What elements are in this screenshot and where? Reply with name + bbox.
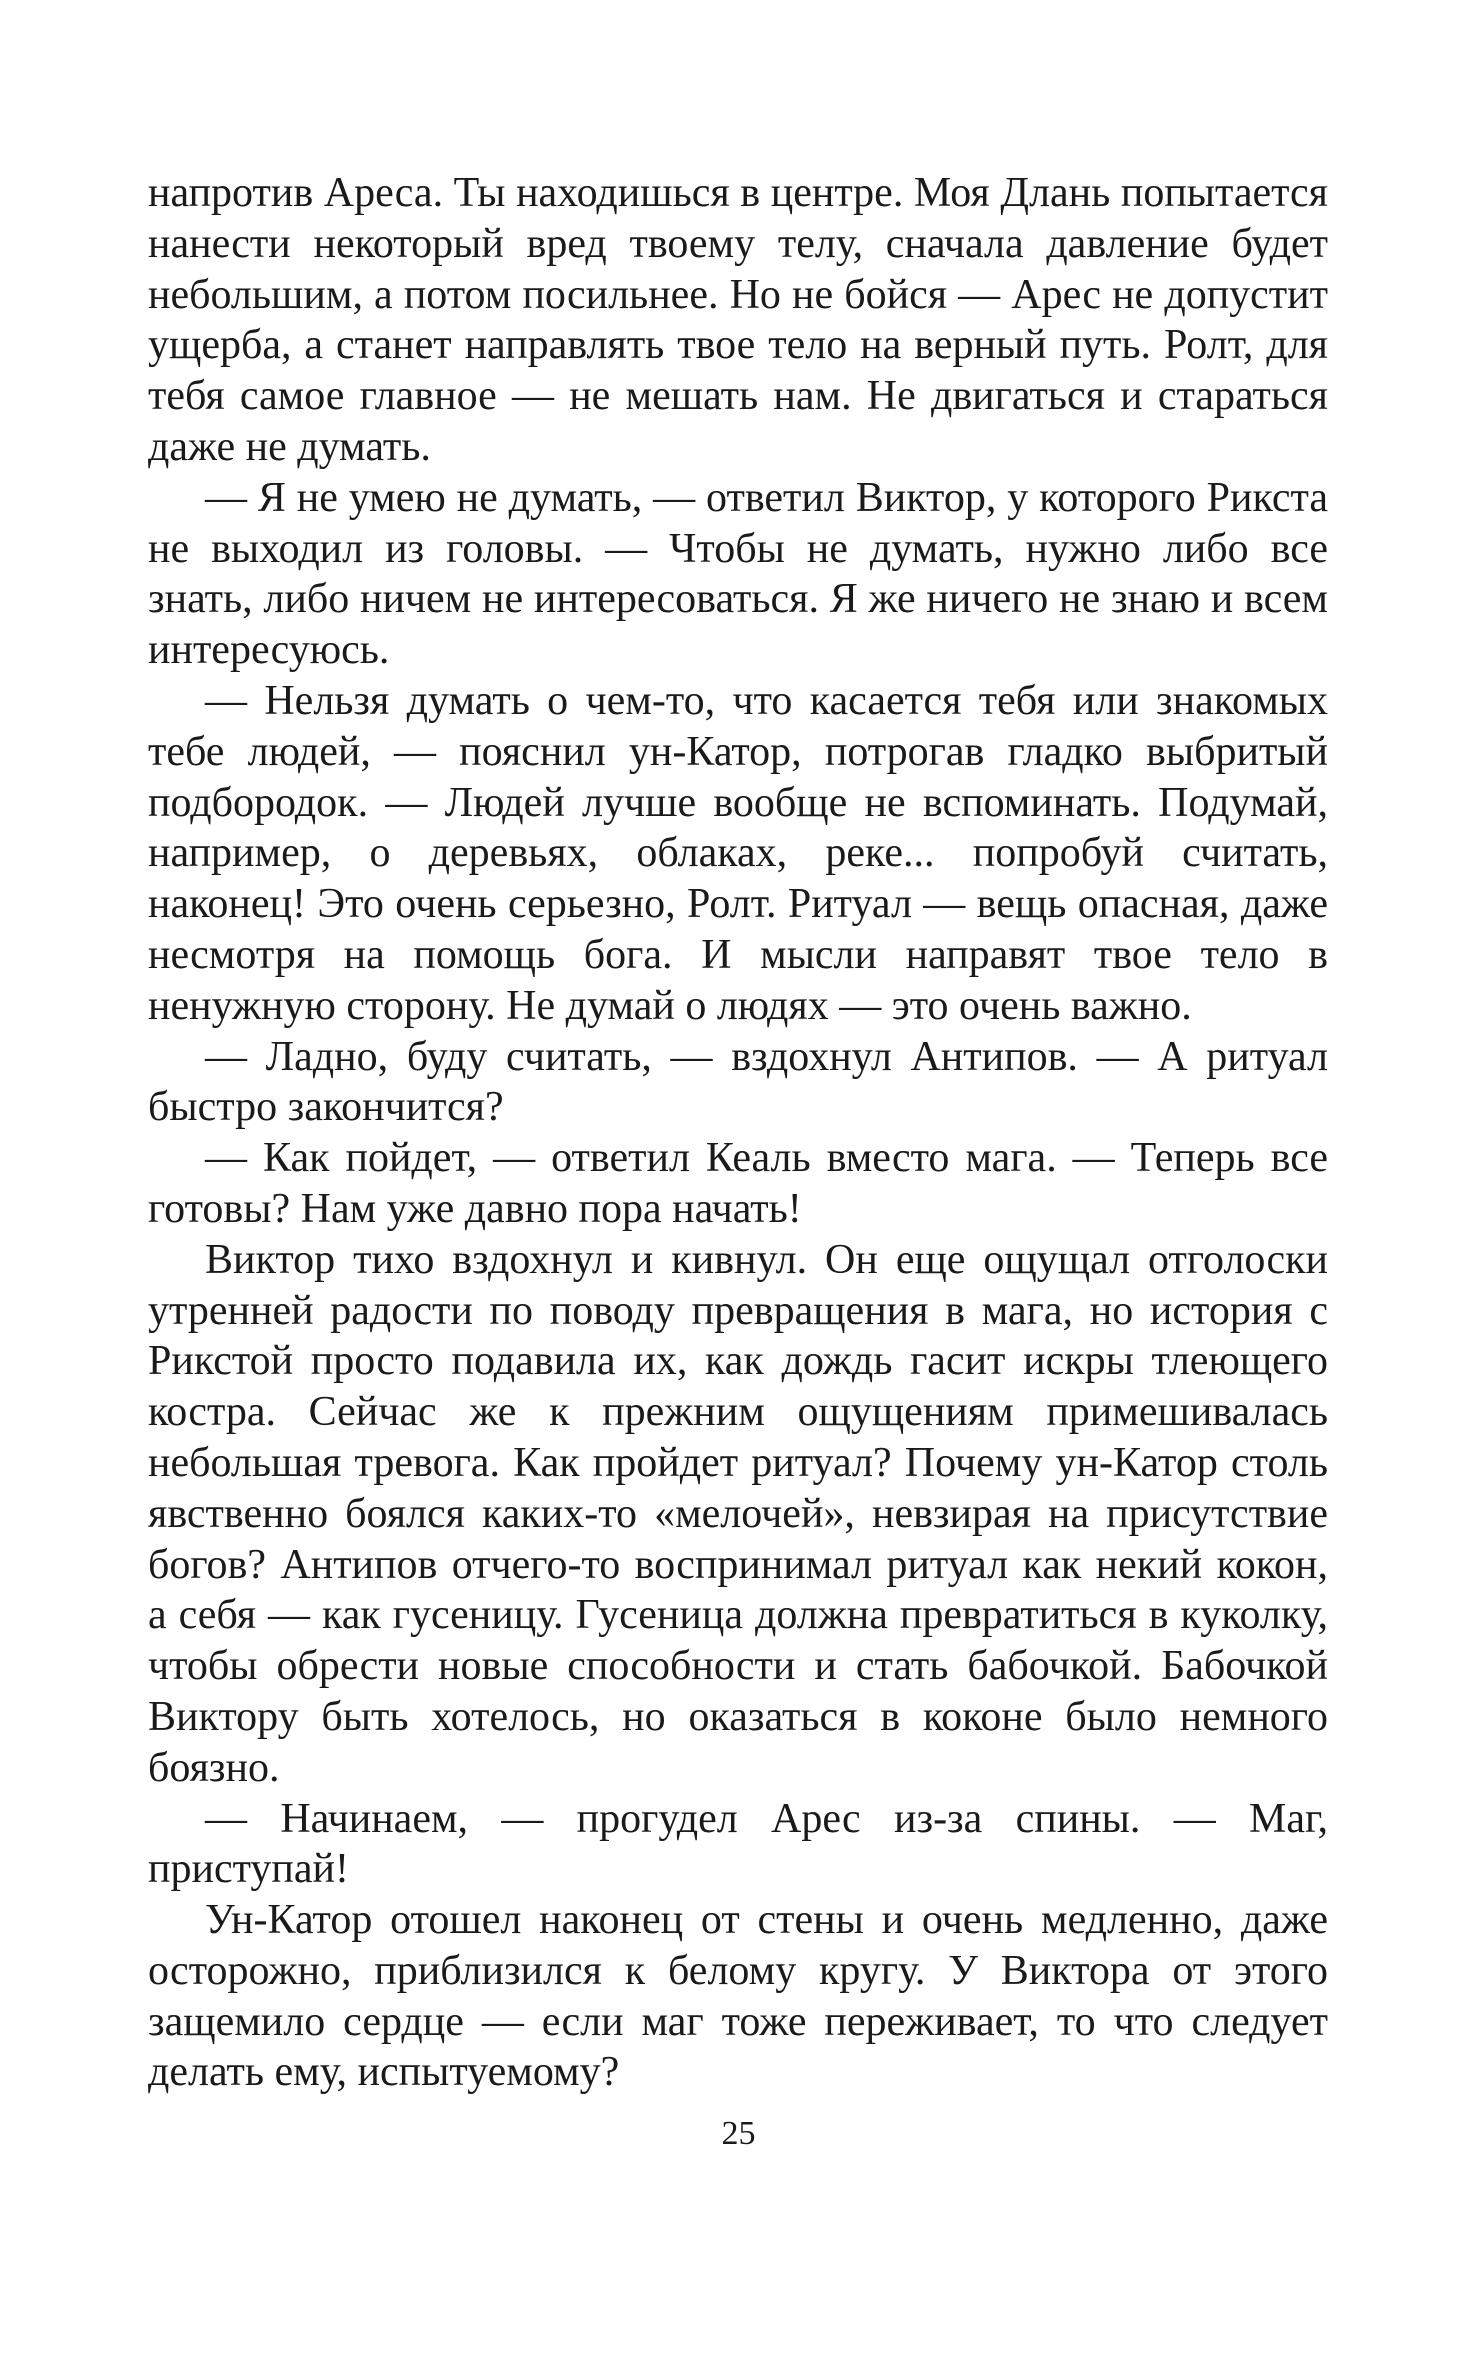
- paragraph: Виктор тихо вздохнул и кивнул. Он еще ощущал отголоски утренней радости по поводу превращения в мага, но история с Рикстой просто подавила их, как дождь гасит искры тлеющего костра. Сейчас же к прежним ощущениям примешивалась небольшая тревога. Как пройдет ритуал? Почему ун-Катор столь явственно боялся каких-то «мелочей», невзирая на присутствие богов? Антипов отчего-то воспринимал ритуал как некий кокон, а себя — как гусеницу. Гусеница должна превратиться в куколку, чтобы обрести новые способности и стать бабочкой. Бабочкой Виктору быть хотелось, но оказаться в коконе было немного боязно.: [148, 1236, 1328, 1791]
- paragraph: напротив Ареса. Ты находишься в центре. Моя Длань попытается нанести некоторый вред твоему телу, сначала давление будет небольшим, а потом посильнее. Но не бойся — Арес не допустит ущерба, а станет направлять твое тело на верный путь. Ролт, для тебя самое главное — не мешать нам. Не двигаться и стараться даже не думать.: [148, 170, 1328, 470]
- paragraph: — Как пойдет, — ответил Кеаль вместо мага. — Теперь все готовы? Нам уже давно пора начать!: [148, 1135, 1328, 1232]
- body-text: [148, 168, 1328, 2098]
- page-number: 25: [721, 2115, 756, 2152]
- paragraph: Ун-Катор отошел наконец от стены и очень медленно, даже осторожно, приблизился к белому кругу. У Виктора от этого защемило сердце — если маг тоже переживает, то что следует делать ему, испытуемому?: [148, 1897, 1328, 2096]
- paragraph: — Ладно, буду считать, — вздохнул Антипов. — А ритуал быстро закончится?: [148, 1033, 1328, 1131]
- paragraph: — Нельзя думать о чем-то, что касается тебя или знакомых тебе людей, — пояснил ун-Катор, потрогав гладко выбритый подбородок. — Людей лучше вообще не вспоминать. Подумай, например, о деревьях, облаках, реке... попробуй считать, наконец! Это очень серьезно, Ролт. Ритуал — вещь опасная, даже несмотря на помощь бога. И мысли направят твое тело в ненужную сторону. Не думай о людях — это очень важно.: [148, 677, 1328, 1029]
- paragraph: — Я не умею не думать, — ответил Виктор, у которого Рикста не выходил из головы. — Чтобы не думать, нужно либо все знать, либо ничем не интересоваться. Я же ничего не знаю и всем интересуюсь.: [148, 474, 1328, 674]
- paragraph: — Начинаем, — прогудел Арес из-за спины. — Маг, приступай!: [148, 1795, 1328, 1893]
